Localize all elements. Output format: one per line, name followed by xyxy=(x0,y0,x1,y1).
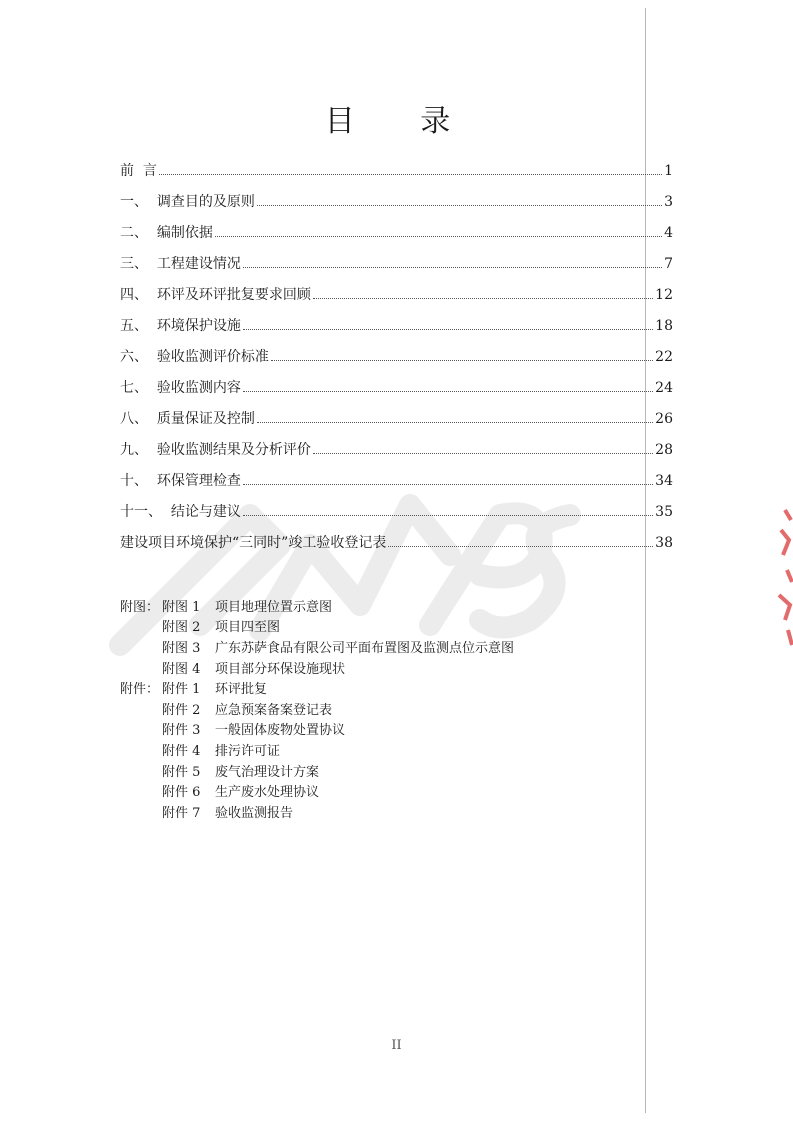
appendix-description: 项目地理位置示意图 xyxy=(215,599,333,615)
appendix-description: 验收监测报告 xyxy=(215,805,294,821)
appendix-description: 环评批复 xyxy=(215,682,268,698)
appendix-description: 应急预案备案登记表 xyxy=(215,702,333,718)
toc-number: 四、 xyxy=(120,287,148,303)
toc-entry[interactable] xyxy=(120,532,673,563)
toc-title: 验收监测评价标准 xyxy=(148,349,269,365)
dot-leader xyxy=(243,484,653,485)
toc-number: 十、 xyxy=(120,473,148,489)
toc-page-number: 18 xyxy=(655,318,673,334)
appendix-description: 一般固体废物处置协议 xyxy=(215,723,346,739)
toc-page-number: 3 xyxy=(664,194,673,210)
toc-title: 言 xyxy=(134,163,157,179)
dot-leader xyxy=(271,360,653,361)
toc-page-number: 1 xyxy=(664,163,673,179)
appendix-code: 附件 1 xyxy=(162,682,201,698)
appendix-code: 附件 7 xyxy=(162,805,201,821)
appendix-description: 生产废水处理协议 xyxy=(215,785,320,801)
toc-number: 二、 xyxy=(120,225,148,241)
dot-leader xyxy=(257,205,662,206)
dot-leader xyxy=(215,236,662,237)
toc-title: 环保管理检查 xyxy=(148,473,241,489)
toc-number: 六、 xyxy=(120,349,148,365)
toc-page-number: 38 xyxy=(655,535,673,551)
toc-number: 三、 xyxy=(120,256,148,272)
appendix-code: 附件 5 xyxy=(162,764,201,780)
toc-title: 环评及环评批复要求回顾 xyxy=(148,287,311,303)
toc-title: 质量保证及控制 xyxy=(148,411,255,427)
toc-page-number: 24 xyxy=(655,380,673,396)
page-number: II xyxy=(391,1038,402,1053)
appendix-item xyxy=(120,616,514,637)
appendix-item xyxy=(120,739,514,760)
toc-number: 七、 xyxy=(120,380,148,396)
toc-page-number: 7 xyxy=(664,256,673,272)
dot-leader xyxy=(243,391,653,392)
appendix-description: 废气治理设计方案 xyxy=(215,764,320,780)
toc-page-number: 26 xyxy=(655,411,673,427)
appendix-code: 附件 3 xyxy=(162,723,201,739)
dot-leader xyxy=(313,298,653,299)
dot-leader xyxy=(257,422,653,423)
toc-entry[interactable] xyxy=(120,439,673,470)
toc-number: 九、 xyxy=(120,442,148,458)
page-title: 目 录 xyxy=(324,104,479,139)
appendix-code: 附图 1 xyxy=(162,599,201,615)
appendix-item xyxy=(120,719,514,740)
toc-entry[interactable] xyxy=(120,253,673,284)
appendix-code: 附图 4 xyxy=(162,661,201,677)
toc-entry[interactable] xyxy=(120,408,673,439)
appendix-item xyxy=(120,698,514,719)
toc-entry[interactable] xyxy=(120,315,673,346)
appendix-item xyxy=(120,677,514,698)
appendix-item xyxy=(120,780,514,801)
toc-title: 结论与建议 xyxy=(162,504,241,520)
toc-title: 调查目的及原则 xyxy=(148,194,255,210)
toc-entry[interactable] xyxy=(120,501,673,532)
dot-leader xyxy=(243,329,653,330)
toc-title: 编制依据 xyxy=(148,225,213,241)
appendix-description: 广东苏萨食品有限公司平面布置图及监测点位示意图 xyxy=(215,640,515,656)
appendix-item xyxy=(120,636,514,657)
appendix-group-label: 附件： xyxy=(120,682,160,698)
toc-page-number: 4 xyxy=(664,225,673,241)
appendix-item xyxy=(120,801,514,822)
toc-title: 环境保护设施 xyxy=(148,318,241,334)
toc-number: 前 xyxy=(120,163,134,179)
toc-entry[interactable] xyxy=(120,284,673,315)
toc-title: 工程建设情况 xyxy=(148,256,241,272)
appendix-list xyxy=(120,595,514,822)
toc-entry[interactable] xyxy=(120,377,673,408)
dot-leader xyxy=(243,515,653,516)
appendix-item xyxy=(120,595,514,616)
appendix-description: 项目部分环保设施现状 xyxy=(215,661,346,677)
toc-title: 验收监测结果及分析评价 xyxy=(148,442,311,458)
toc-page-number: 22 xyxy=(655,349,673,365)
appendix-code: 附图 2 xyxy=(162,620,201,636)
appendix-item xyxy=(120,760,514,781)
appendix-item xyxy=(120,657,514,678)
appendix-code: 附件 6 xyxy=(162,785,201,801)
toc-page-number: 35 xyxy=(655,504,673,520)
dot-leader xyxy=(388,546,653,547)
appendix-code: 附件 4 xyxy=(162,743,201,759)
toc-number: 八、 xyxy=(120,411,148,427)
toc-page-number: 28 xyxy=(655,442,673,458)
table-of-contents xyxy=(120,160,673,563)
toc-number: 十一、 xyxy=(120,504,162,520)
toc-number: 五、 xyxy=(120,318,148,334)
appendix-code: 附图 3 xyxy=(162,640,201,656)
toc-entry[interactable] xyxy=(120,160,673,191)
toc-number: 一、 xyxy=(120,194,148,210)
seal-stamp-edge xyxy=(763,500,793,650)
toc-title: 建设项目环境保护“三同时”竣工验收登记表 xyxy=(120,535,387,551)
toc-title: 验收监测内容 xyxy=(148,380,241,396)
toc-page-number: 12 xyxy=(655,287,673,303)
toc-entry[interactable] xyxy=(120,346,673,377)
appendix-group-label: 附图： xyxy=(120,599,160,615)
appendix-code: 附件 2 xyxy=(162,702,201,718)
toc-page-number: 34 xyxy=(655,473,673,489)
appendix-description: 排污许可证 xyxy=(215,743,281,759)
dot-leader xyxy=(159,174,662,175)
toc-entry[interactable] xyxy=(120,222,673,253)
dot-leader xyxy=(243,267,662,268)
appendix-description: 项目四至图 xyxy=(215,620,281,636)
toc-entry[interactable] xyxy=(120,470,673,501)
dot-leader xyxy=(313,453,653,454)
toc-entry[interactable] xyxy=(120,191,673,222)
